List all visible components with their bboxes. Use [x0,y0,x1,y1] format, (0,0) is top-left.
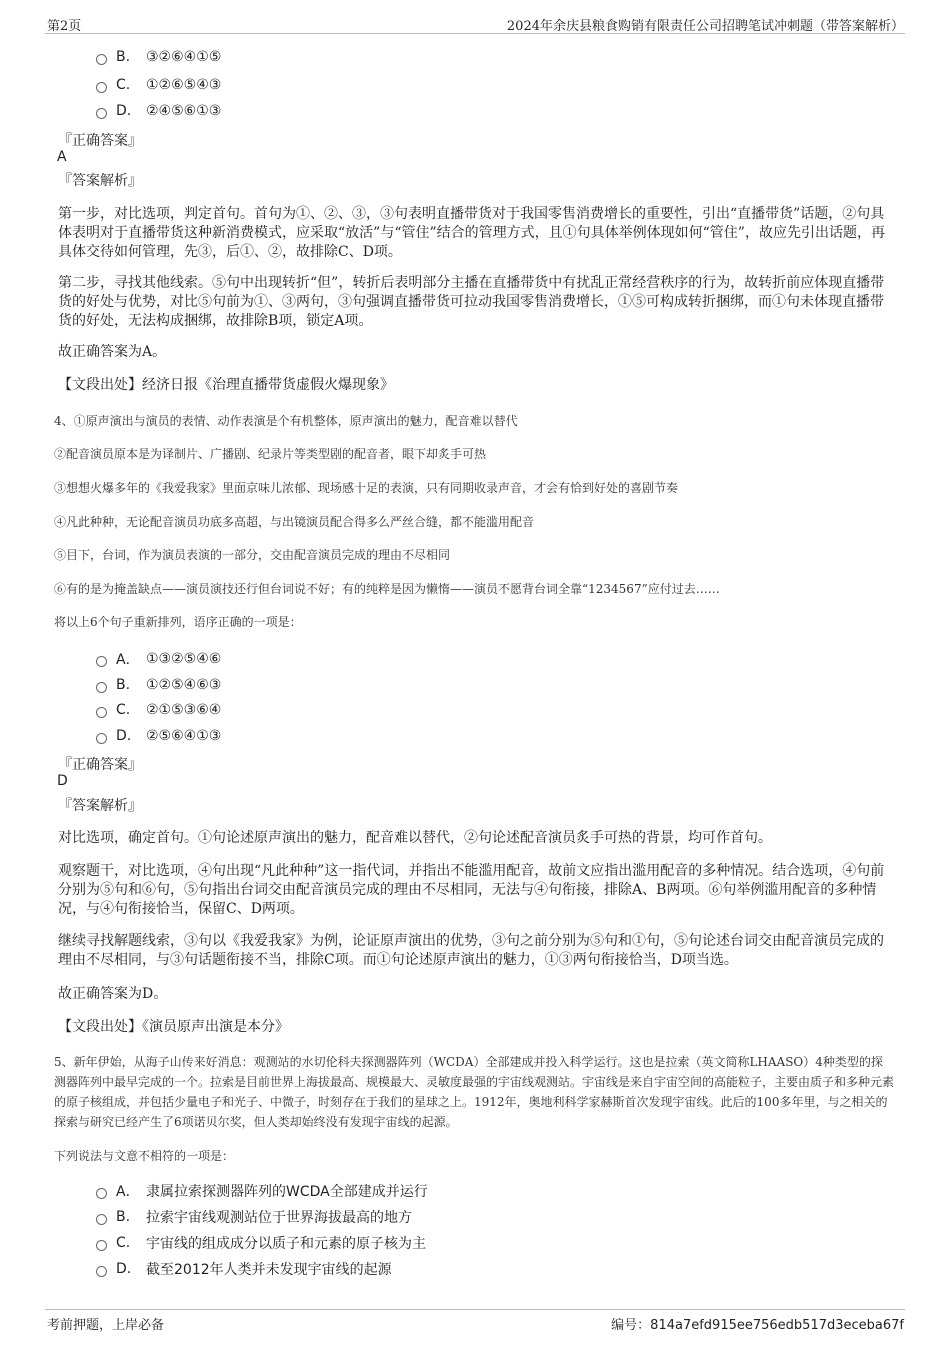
question-sentence: ⑥有的是为掩盖缺点——演员演技还行但台词说不好；有的纯粹是因为懒惰——演员不愿背台词全靠“1234567”应付过去…… [54,582,720,596]
question-prompt: 将以上6个句子重新排列，语序正确的一项是： [54,615,302,629]
q5-option-c[interactable]: C. 宇宙线的组成成分以质子和元素的原子核为主 [96,1232,426,1254]
question-prompt: 下列说法与文意不相符的一项是： [54,1149,235,1163]
radio-icon[interactable] [96,1266,107,1277]
q5-option-d[interactable]: D. 截至2012年人类并未发现宇宙线的起源 [96,1258,392,1280]
radio-icon[interactable] [96,707,107,718]
analysis-label: 『答案解析』 [58,173,142,189]
radio-icon[interactable] [96,1188,107,1199]
radio-icon[interactable] [96,54,107,65]
answer-value: A [57,149,67,165]
source-citation: 【文段出处】经济日报《治理直播带货虚假火爆现象》 [58,377,394,393]
q4-option-a[interactable]: A． ①③②⑤④⑥ [96,648,221,670]
analysis-paragraph: 第一步，对比选项，判定首句。首句为①、②、③，③句表明直播带货对于我国零售消费增长的重要性，引出“直播带货”话题，②句具体表明对于直播带货这种新消费模式，应采取“放活”与“管住”结合的管理方式，且①句具体举例体现如何“管住”，故应先引出话题，再具体交待如何管理，先③，后①、②，故排除C、D项。 [58,206,885,260]
q5-option-a[interactable]: A． 隶属拉索探测器阵列的WCDA全部建成并运行 [96,1180,428,1202]
footer-divider [45,1309,905,1310]
answer-label: 『正确答案』 [58,757,142,773]
question-passage: 5、新年伊始，从海子山传来好消息：观测站的水切伦科夫探测器阵列（WCDA）全部建成并投入科学运行。这也是拉索（英文简称LHAASO）4种类型的探测器阵列中最早完成的一个。拉索是目前世界上海拔最高、规模最大、灵敏度最强的宇宙线观测站。宇宙线是来自宇宙空间的高能粒子，主要由质子和多种元素的原子核组成，并包括少量电子和光子、中微子，时刻存在于我们的星球之上。1912年，奥地利科学家赫斯首次发现宇宙线。此后的100多年里，与之相关的探索与研究已经产生了6项诺贝尔奖，但人类却始终没有发现宇宙线的起源。 [54,1055,895,1129]
radio-icon[interactable] [96,656,107,667]
document-title: 2024年余庆县粮食购销有限责任公司招聘笔试冲刺题（带答案解析） [506,19,904,34]
radio-icon[interactable] [96,733,107,744]
q3-option-b[interactable]: B. ③②⑥④①⑤ [96,46,221,68]
q4-option-b[interactable]: B. ①②⑤④⑥③ [96,674,221,696]
q4-option-c[interactable]: C. ②①⑤③⑥④ [96,699,221,721]
radio-icon[interactable] [96,1214,107,1225]
footer-slogan: 考前押题，上岸必备 [47,1318,165,1333]
analysis-paragraph: 继续寻找解题线索，③句以《我爱我家》为例，论证原声演出的优势，③句之前分别为⑤句和①句，⑤句论述台词交由配音演员完成的理由不尽相同，与③句话题衔接不当，排除C项。而①句论述原声演出的魅力，①③两句衔接恰当，D项当选。 [58,933,884,968]
document-id: 编号：814a7efd915ee756edb517d3eceba67f [611,1318,904,1333]
q5-option-b[interactable]: B. 拉索宇宙线观测站位于世界海拔最高的地方 [96,1206,412,1228]
answer-value: D [57,773,68,789]
analysis-paragraph: 观察题干，对比选项，④句出现“凡此种种”这一指代词，并指出不能滥用配音，故前文应指出滥用配音的多种情况。结合选项，④句前分别为⑤句和⑥句，⑤句指出台词交由配音演员完成的理由不尽相同，无法与④句衔接，排除A、B两项。⑥句举例滥用配音的多种情况，与④句衔接恰当，保留C、D两项。 [58,863,885,917]
question-sentence: ②配音演员原本是为译制片、广播剧、纪录片等类型剧的配音者，眼下却炙手可热 [54,447,487,461]
q3-option-d[interactable]: D. ②④⑤⑥①③ [96,100,221,122]
q4-option-d[interactable]: D. ②⑤⑥④①③ [96,725,221,747]
header-divider [45,33,905,34]
analysis-paragraph: 第二步，寻找其他线索。⑤句中出现转折“但”，转折后表明部分主播在直播带货中有扰乱正常经营秩序的行为，故转折前应体现直播带货的好处与优势，对比⑤句前为①、③两句，③句强调直播带货可拉动我国零售消费增长，①⑤可构成转折捆绑，而①句未体现直播带货的好处，无法构成捆绑，故排除B项，锁定A项。 [58,275,885,329]
analysis-paragraph: 对比选项，确定首句。①句论述原声演出的魅力，配音难以替代，②句论述配音演员炙手可热的背景，均可作首句。 [58,830,772,846]
radio-icon[interactable] [96,82,107,93]
question-sentence: ③想想火爆多年的《我爱我家》里面京味儿浓郁、现场感十足的表演，只有同期收录声音，才会有恰到好处的喜剧节奏 [54,481,679,495]
answer-label: 『正确答案』 [58,133,142,149]
radio-icon[interactable] [96,108,107,119]
analysis-conclusion: 故正确答案为A。 [58,344,167,360]
source-citation: 【文段出处】《演员原声出演是本分》 [58,1019,289,1035]
analysis-conclusion: 故正确答案为D。 [58,986,168,1002]
radio-icon[interactable] [96,682,107,693]
radio-icon[interactable] [96,1240,107,1251]
q3-option-c[interactable]: C. ①②⑥⑤④③ [96,74,221,96]
question-sentence: ④凡此种种，无论配音演员功底多高超，与出镜演员配合得多么严丝合缝，都不能滥用配音 [54,515,535,529]
question-sentence: ⑤目下，台词，作为演员表演的一部分，交由配音演员完成的理由不尽相同 [54,548,451,562]
page-number: 第2页 [47,19,82,34]
question-sentence: 4、①原声演出与演员的表情、动作表演是个有机整体，原声演出的魅力，配音难以替代 [54,414,518,428]
analysis-label: 『答案解析』 [58,798,142,814]
